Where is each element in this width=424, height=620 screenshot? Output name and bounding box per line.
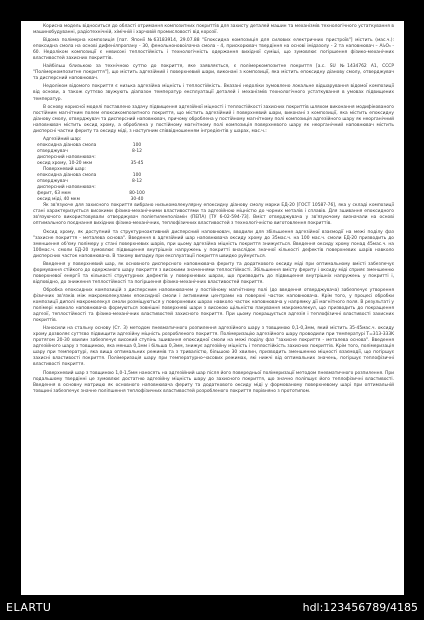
spec-row: епоксидна діанова смола 100 (37, 142, 142, 148)
spec-row: отверджувач 8-12 (37, 179, 142, 185)
spec-row: дисперсний наповнювач: (37, 185, 96, 191)
composition-spec (33, 137, 394, 204)
paragraph: Поверхневий шар з товщиною 1,0-1,5мм наносять на адгезійний шар після його повередньої полімеризації методом пневматичного розпилення. При подальшому твердінні це зумовлює достатню адгезійну міцність шару до захисного покриття, що значно поліпшує його теплофізичні властивості. Введення в основну матрицю як основного наповнювача фериту та додаткового оксиду міді у формованому поверхневому шарі при оптимальній товщині забезпечує значне поліпшення теплофізичних властивостей розробленого покриття порівняно з прототипом. (33, 370, 394, 394)
repository-name: ELARTU (6, 601, 52, 614)
adhesive-layer-title: Адгезійний шар: (43, 136, 82, 142)
spec-row: оксид хрому, 10-20 мкм 35-45 (37, 160, 144, 166)
paragraph: Як зв'язуюче для захисного покриття вибрано низькомолекулярну епоксидну діанову смолу марки ЕД-20 [ГОСТ 10587-76], яка у складі композиції стані характеризується високими фізико-механічними властивостями та адгезійною міцністю до чорних металів і сплавів. Для зшивання епоксидного зв'язуючого використовували отверджувач поліетиленполіамін (ПЕПА) [ТУ 6-02-594-73]. Вміст отверджувача у зв'язуючому визначали на основі оптимального поєднання вихідних фізико-механічних, теплофізичних властивостей з технологічністю виготовлення покриттів. (33, 203, 394, 227)
spec-row: дисперсний наповнювач: (37, 154, 96, 160)
paragraph: Недоліком відомого покриття є низька адгезійна міцність і теплостійкість. Вказані недоліки зумовлено локальне відшарування відомої композиції від основи, а також суттєво звужують діапазон температур експлуатації деталей і механізмів технологічного устаткування в умовах підвищених температур. (33, 84, 394, 102)
paragraph: В основу корисної моделі поставлено задачу підвищення адгезійної міцності і теплостійкості захисних покриттів шляхом виконання модифікованого постійним магнітним полем епоксикомпозитного покриття, що містить адгезійний і поверхневий шари, виконані з композиції, яка містить епоксидну діанову смолу, отверджувач та дисперсний наповнювач, причому оброблена у постійному магнітному полі композиція адгезійного шару як неорганічний наповнювач містить оксид хрому, а оброблена у постійному магнітному полі композиція поверхневого шару як неорганічний наповнювач містить дисперсні частки фериту та оксиду міді, з наступним співвідношенням інгредієнтів у шарах, мас.ч.: (33, 104, 394, 134)
repository-footer (0, 595, 424, 620)
paragraph: Введення у поверхневий шар, як основного дисперсного наповнювача фериту та додаткового оксиду міді при оптимальному вмісті забезпечує формування стійкого до одержаного шару покриття з високими значеннями теплостійкості. Збільшення вмісту фериту і оксиду міді сприяє зменшенню поверхневої енергії та кількості структурних дефектів у поверхневих шарах, що призводить до підвищення внутрішніх напружень у покритті і, відповідно, до зниження теплостійкості та погіршення фізико-механічних властивостей покриття. (33, 261, 394, 285)
spec-row: оксид міді, 40 мкм 30-40 (37, 197, 144, 203)
paragraph: Корисна модель відноситься до області отримання композитних покриттів для захисту деталей машин та механізмів технологічного устаткування в машинобудуванні, радіотехнічній, хімічній і харчовій промисловості від корозії. (33, 24, 394, 36)
document-body (33, 24, 394, 397)
surface-layer-title: Поверхневий шар: (43, 167, 86, 173)
spec-row: отверджувач 8-12 (37, 148, 142, 154)
paragraph: Наносили на стальну основу (Ст. 3) методом пневматичного розпилення адгезійного шару з товщиною 0,1-0,3мм, який містить 35-45мас.ч. оксиду хрому дозволяє суттєво підвищити адгезійну міцність розробленого покриття. Полімеризацію адгезійного шару проводили при температурі Т=313-333K протягом 20-30 хвилин забезпечує високий ступінь зшивання епоксидної смоли на межі поділу фаз "захисне покриття - металева основа". Введення адгезійного шару з товщиною, яка менша 0,1мм і більша 0,3мм, знижує адгезійну міцність і теплостійкість захисних покриттів. Крім того, полімеризація шару при температурі, яка вища оптимальних режимів та з тривалістю, більшою 30 хвилин, призводить зменшенню міцності взаємодії, що погіршує захисні властивості покриття. Полімеризація шару при температурно-часових режимах, які нижчі від оптимальних значень, погіршує теплофізичні властивості покриття. (33, 326, 394, 368)
document-page (21, 21, 404, 595)
spec-row: епоксидна діанова смола 100 (37, 173, 142, 179)
spec-row: ферит, 63 мкм 80-100 (37, 191, 145, 197)
paragraph: Обробка епоксидних композицій з дисперсним наповнювачем у постійному магнітному полі (до введення отверджувача) забезпечує утворення фізичних зв'язків між макромолекулами епоксидної смоли і активними центрами на поверхні часток наповнювача. Крім того, у процесі обробки композиції диполі макромолекул смоли розміщуються у поверхневих шарах навколо часток наповнювача у напрямку дії магнітного поля. В результаті у полімері навколо наповнювача формуються зовнішні поверхневі шари з високою щільністю пакування макромолекул, що призводить до покращення адгезії, теплостійкості та фізико-механічних властивостей захисного покриття. При цьому покращується адгезія і теплофізичні властивості захисних покриттів. (33, 287, 394, 324)
paragraph: Найбільш близькою за технічною суттю до покриття, яке заявляється, є полімеркомпозитне покриття [а.с. SU №1434762 А1, СССР "Полімеркомпозитне покриття"], що містить адгезійний і поверхневий шари, виконані з композиції, яка містить епоксидну діанову смолу, отверджувач та дисперсний наповнювач. (33, 64, 394, 82)
paragraph: Оксид хрому, як доступний та структурноактивний дисперсний наповнювач, вводили для збільшення адгезійної взаємодії на межі поділу фаз "захисне покриття - металева основа". Введення в адгезійний шар наповнювача оксиду хрому до 35мас.ч. на 100 мас.ч. смоли ЕД-20 призводить до зменшення об'єму полімеру у стані поверхневих шарів, при цьому адгезійна міцність покриття знижується. Введення оксиду хрому понад 45мас.ч. на 100мас.ч. смоли ЕД-20 зумовлює підвищення внутрішніх напружень у покритті внаслідок значної кількості дефектів поверхневих шарів навколо дисперсних часток наповнювача. В такому випадку при експлуатації покриття швидко руйнується. (33, 229, 394, 259)
paragraph: Відома полімерна композиція [пат. Японії №63183914, 29.07.88 "Епоксидна композиція для силових електричних пристроїв"] містить (мас.ч.): епоксидна смола на основі дифенілпропану - 30, фенольноновоілачна смола - 4, прискорювач твердіння на основі імідазолу - 2 та наповнювач – Al₂O₃ - 60. Недоліком композиції є невисокі теплостійкість і технологічність одержання вихідної суміші, що зумовлює погіршення фізико-механічних властивостей захисних покриттів. (33, 38, 394, 62)
handle-id: hdl:123456789/4185 (302, 601, 418, 614)
